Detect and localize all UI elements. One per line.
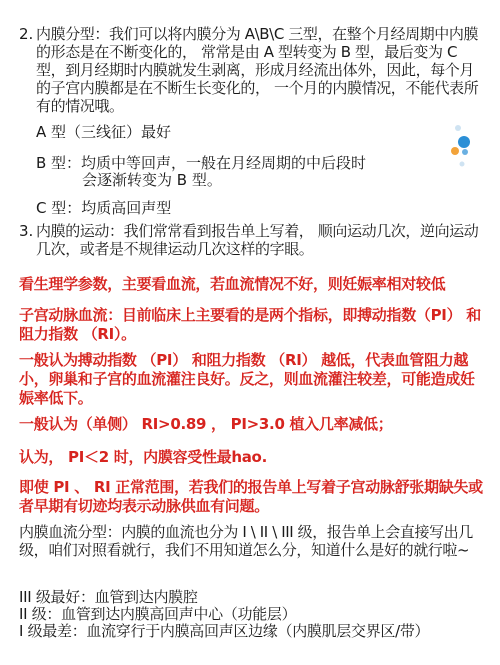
red-note-1: 看生理学参数，主要看血流，若血流情况不好，则妊娠率相对较低 [19,275,446,293]
section-2-number: 2. [19,25,34,43]
blood-flow-paragraph: 内膜血流分型：内膜的血流也分为 I \ II \ III 级，报告单上会直接写出几级，咱们对照看就行，我们不用知道怎么分，知道什么是好的就行啦~ [19,523,473,559]
blood-flow-level-2: II 级：血管到达内膜高回声中心（功能层） [19,605,297,623]
section-2-paragraph: 内膜分型：我们可以将内膜分为 A\B\C 三型，在整个月经周期中内膜的形态是在不断变化的， 常常是由 A 型转变为 B 型，最后变为 C 型，到月经期时内膜就发生剥离，形成月经流出体外，因此，每个月的子宫内膜都是在不断生长变化的， 一个月的内膜情况，不能代表所有的情况哦。 [36,25,479,115]
red-note-4: 一般认为（单侧） RI>0.89 ， PI>3.0 植入几率减低； [19,415,393,433]
section-3-number: 3. [19,222,34,240]
red-note-2: 子宫动脉血流：目前临床上主要看的是两个指标，即搏动指数（PI） 和阻力指数 （RI）。 [19,306,481,343]
red-note-3: 一般认为搏动指数 （PI） 和阻力指数 （RI） 越低，代表血管阻力越小，卵巢和子宫的血流灌注良好。反之，则血流灌注较差，可能造成妊娠率低下。 [19,351,475,407]
type-b-line-1: B 型：均质中等回声，一般在月经周期的中后段时 [36,154,367,172]
type-a-line: A 型（三线征）最好 [36,123,172,141]
decorative-dots-icon [428,122,478,182]
type-c-line: C 型：均质高回声型 [36,199,172,217]
red-note-6: 即使 PI 、 RI 正常范围，若我们的报告单上写着子宫动脉舒张期缺失或者早期有切迹均表示动脉供血有问题。 [19,478,483,515]
section-3-paragraph: 内膜的运动：我们常常看到报告单上写着， 顺向运动几次，逆向运动几次，或者是不规律运动几次这样的字眼。 [36,222,479,258]
blood-flow-level-3: III 级最好：血管到达内膜腔 [19,588,198,606]
type-b-line-2: 会逐渐转变为 B 型。 [82,171,222,189]
red-note-5: 认为， PI＜2 时，内膜容受性最hao. [19,448,267,466]
blood-flow-level-1: I 级最差：血流穿行于内膜高回声区边缘（内膜肌层交界区/带） [19,622,430,640]
